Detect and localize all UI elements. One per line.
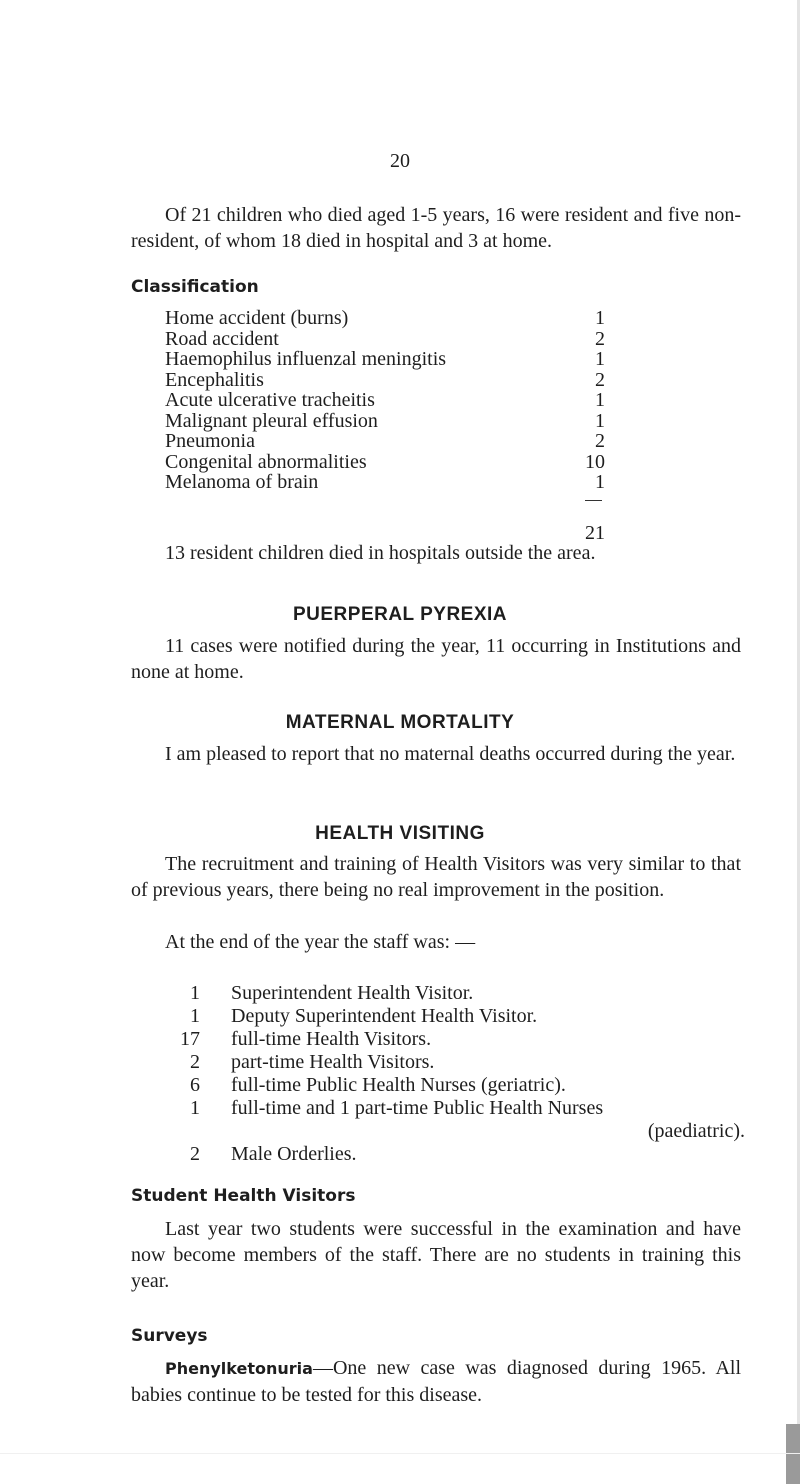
staff-description: full-time and 1 part-time Public Health Nurses	[231, 1097, 604, 1119]
page-bottom-line	[0, 1453, 800, 1454]
classification-value: 1	[595, 389, 605, 411]
staff-count: 1	[190, 982, 200, 1004]
surveys-paragraph	[131, 1355, 741, 1408]
total-rule	[585, 500, 602, 501]
classification-label: Malignant pleural effusion	[165, 409, 378, 432]
classification-total: 21	[585, 522, 605, 544]
classification-label: Pneumonia	[165, 430, 255, 452]
classification-row	[165, 329, 605, 350]
classification-label: Encephalitis	[165, 368, 264, 391]
classification-label: Haemophilus influenzal meningitis	[165, 348, 447, 370]
health-visiting-heading: HEALTH VISITING	[315, 823, 485, 844]
staff-description: full-time Public Health Nurses (geriatric).	[231, 1074, 566, 1096]
staff-item	[165, 1143, 745, 1166]
classification-value: 2	[595, 327, 605, 350]
staff-item	[165, 1028, 745, 1051]
resident-note: 13 resident children died in hospitals outside the area.	[165, 542, 596, 564]
surveys-text: —One new case was diagnosed during 1965. All babies continue to be tested for this disease.	[131, 1357, 741, 1406]
staff-item	[165, 1097, 745, 1120]
staff-continuation: (paediatric).	[647, 1120, 745, 1142]
page-number: 20	[390, 150, 410, 172]
classification-row	[165, 431, 605, 452]
student-health-visitors-heading: Student Health Visitors	[131, 1186, 356, 1206]
classification-heading: Classification	[131, 277, 259, 297]
classification-value: 2	[595, 430, 605, 452]
staff-count: 2	[190, 1143, 200, 1165]
staff-count: 17	[180, 1028, 200, 1050]
intro-paragraph: Of 21 children who died aged 1-5 years, 16 were resident and five non-resident, of whom 18 died in hospital and 3 at home.	[131, 204, 741, 252]
staff-description: full-time Health Visitors.	[231, 1028, 432, 1050]
classification-row	[165, 370, 605, 391]
classification-value: 1	[595, 409, 605, 432]
classification-row	[165, 349, 605, 370]
students-paragraph: Last year two students were successful in the examination and have now become members of the staff. There are no students in training this year.	[131, 1218, 741, 1292]
surveys-heading: Surveys	[131, 1326, 208, 1346]
classification-row	[165, 472, 605, 493]
classification-row	[165, 452, 605, 473]
classification-list	[165, 308, 605, 493]
maternal-heading: MATERNAL MORTALITY	[285, 712, 515, 733]
health-visiting-paragraph: The recruitment and training of Health Visitors was very similar to that of previous years, there being no real improvement in the position.	[131, 853, 741, 901]
staff-list	[165, 982, 745, 1166]
phenylketonuria-term: Phenylketonuria	[165, 1359, 313, 1378]
classification-label: Melanoma of brain	[165, 471, 319, 493]
staff-description: Superintendent Health Visitor.	[231, 982, 474, 1004]
staff-count: 1	[190, 1097, 200, 1119]
classification-value: 1	[595, 471, 605, 493]
staff-description: Deputy Superintendent Health Visitor.	[231, 1005, 538, 1027]
classification-label: Acute ulcerative tracheitis	[165, 389, 375, 411]
staff-intro: At the end of the year the staff was: —	[165, 931, 476, 953]
classification-value: 2	[595, 368, 605, 391]
maternal-paragraph: I am pleased to report that no maternal deaths occurred during the year.	[165, 743, 736, 765]
classification-row	[165, 390, 605, 411]
puerperal-heading: PUERPERAL PYREXIA	[292, 604, 508, 625]
staff-count: 6	[190, 1074, 200, 1096]
staff-item	[165, 1051, 745, 1074]
staff-description: Male Orderlies.	[231, 1143, 357, 1165]
classification-value: 1	[595, 307, 605, 329]
staff-item	[165, 1005, 745, 1028]
staff-count: 2	[190, 1051, 200, 1073]
classification-row	[165, 308, 605, 329]
staff-description: part-time Health Visitors.	[231, 1051, 435, 1073]
classification-value: 1	[595, 348, 605, 370]
classification-row	[165, 411, 605, 432]
page-edge-shadow	[786, 1424, 800, 1484]
classification-value: 10	[585, 450, 605, 473]
staff-item	[165, 982, 745, 1005]
classification-label: Congenital abnormalities	[165, 450, 367, 473]
classification-label: Home accident (burns)	[165, 307, 349, 329]
puerperal-paragraph: 11 cases were notified during the year, 11 occurring in Institutions and none at home.	[131, 635, 741, 683]
classification-label: Road accident	[165, 327, 279, 350]
staff-item	[165, 1074, 745, 1097]
staff-count: 1	[190, 1005, 200, 1027]
